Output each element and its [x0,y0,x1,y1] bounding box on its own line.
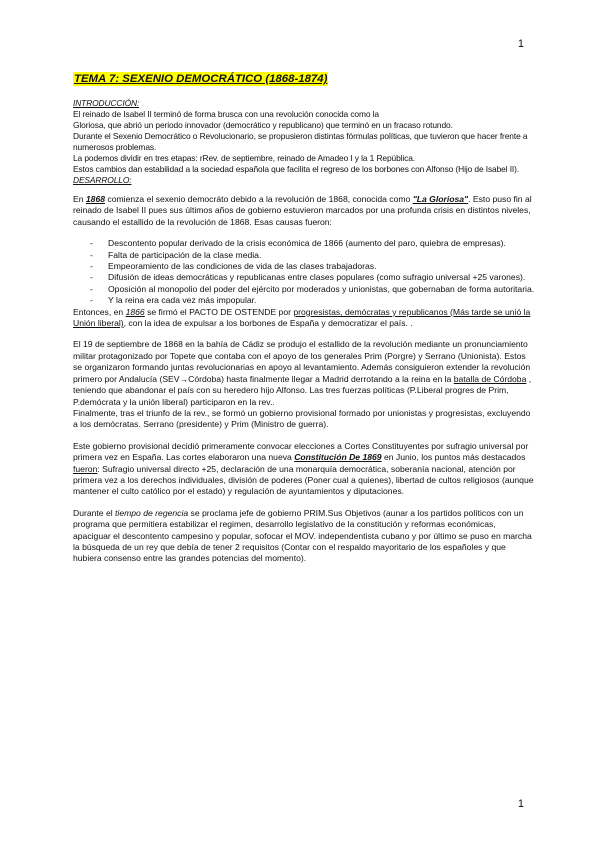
document-body [73,72,535,575]
text-span: se proclama jefe de gobierno PRIM.Sus Objetivos (aunar a los partidos políticos con un programa que permitiera estabilizar el regimen, desarrollo legislativo de la constitución y reformas económicas, apaciguar el descontento campesino y popular, sofocar el MOV. independentista cubano y por último se puso en marcha la búsqueda de un rey que debía de tener 2 requisitos (Contar con el respaldo mayoritario de los españoles y que hubiera consenso entre las grandes potencias del momento). [73,507,532,564]
list-item: - Falta de participación de la clase media. [73,250,535,261]
paragraph-3 [73,339,535,407]
intro-line: La podemos dividir en tres etapas: rRev. de septiembre, reinado de Amadeo I y la 1 República. [73,153,416,163]
causes-list [73,238,535,306]
text-span: comienza el sexenio democráto debido a la revolución de 1868, conocida como [105,194,413,204]
paragraph-4 [73,441,535,498]
development-label: DESARROLLO: [73,175,132,185]
intro-line: Gloriosa, que abrió un periodo innovador (democrático y republicano) que terminó en un fracaso rotundo. [73,120,453,130]
introduction-section [73,98,535,186]
text-span: , con la idea de expulsar a los borbones de España y democratizar el país. . [123,318,413,329]
text-span: Entonces, en [73,306,126,317]
intro-line: El reinado de Isabel II terminó de forma brusca con una revolución conocida como la [73,109,379,119]
regency-period: tiempo de regencia [115,507,189,518]
development-section [73,194,535,565]
page-number-bottom: 1 [517,798,524,810]
list-item: - Difusión de ideas democráticas y republicanas entre clases populares (como sufragio universal +25 varones). [73,272,535,283]
text-span: se firmó el PACTO DE OSTENDE por [144,306,294,317]
list-item: - Descontento popular derivado de la crisis económica de 1866 (aumento del paro, quiebra de empresas). [73,238,535,249]
text-span: , teniendo que abandonar el país con su heredero hijo Alfonso. Las tres fuerzas políticas (P.Liberal progres de Prim, P.demócrata y la unión liberal) participaron en la rev.. [73,373,532,407]
text-span: . Esto puso fin al reinado de Isabel II pues sus últimos años de gobierno estuvieron marcados por una profunda crisis en distintos niveles, causando el estallido de la revolución de 1868. Esas causas fueron: [73,194,532,227]
intro-line: Durante el Sexenio Democrático o Revolucionario, se propusieron distintas fórmulas políticas, que tuvieron que hacer frente a numerosos problemas. [73,131,528,152]
text-span: El 19 de septiembre de 1868 en la bahía de Cádiz se produjo el estallido de la revolución mediante un pronunciamiento militar protagonizado por Topete que contaba con el apoyo de los generales Prim (Porgre) y Serrano (Unionista). Estos se organizaron formando juntas revolucionarias en apoyo al levantamiento. Además consiguieron extender la revolución primero por Andalucía (SEV→Córdoba) hasta finalmente llegar a Madrid derrotando a la reina en la [73,339,531,384]
text-span: Durante el [73,507,116,518]
list-item: - Empeoramiento de las condiciones de vida de las clases trabajadoras. [73,261,535,272]
paragraph-2 [73,307,535,330]
year-1866: 1866 [125,306,145,317]
list-item: - Oposición al monopolio del poder del ejército por moderados y unionistas, que gobernaban de forma autoritaria. [73,284,535,295]
intro-line: Estos cambios dan estabilidad a la sociedad española que facilita el regreso de los borbones con Alfonso (Hijo de Isabel II). [73,164,520,174]
year-1868: 1868 [85,194,106,204]
constitution-1869: Constitución De 1869 [294,452,382,463]
text-span: en Junio, los puntos más destacados [381,452,526,463]
fueron-text: fueron [73,463,98,474]
list-item: - Y la reina era cada vez más impopular. [73,295,535,306]
text-span: Este gobierno provisional decidió primeramente convocar elecciones a Cortes Constituyentes por sufragio universal por primera vez en España. Las cortes elaboraron una nueva [73,440,529,463]
paragraph-5 [73,508,535,565]
text-span: En [73,194,86,204]
pact-parties: progresistas, demócratas y republicanos (Más tarde se unió la Unión liberal) [73,306,531,329]
paragraph-3-continued: Finalmente, tras el triunfo de la rev., se formó un gobierno provisional formado por unionistas y progresistas, excluyendo a los demócratas. Serrano (presidente) y Prim (Ministro de guerra). [73,407,531,430]
battle-cordoba: batalla de Córdoba [453,373,527,384]
document-title: TEMA 7: SEXENIO DEMOCRÁTICO (1868-1874) [74,73,328,85]
introduction-label: INTRODUCCIÓN: [73,98,140,108]
page-number-top: 1 [517,38,524,50]
paragraph-1 [73,194,535,228]
la-gloriosa: "La Gloriosa" [412,194,469,204]
text-span: : Sufragio universal directo +25, declaración de una monarquía democrática, soberanía nacional, atención por primera vez a los derechos individuales, división de poderes (Poner cual a quienes), libertad de cultos religiosos (aunque mantener el culto católico por el estado) y regulación de ayuntamientos y diputaciones. [73,463,534,497]
